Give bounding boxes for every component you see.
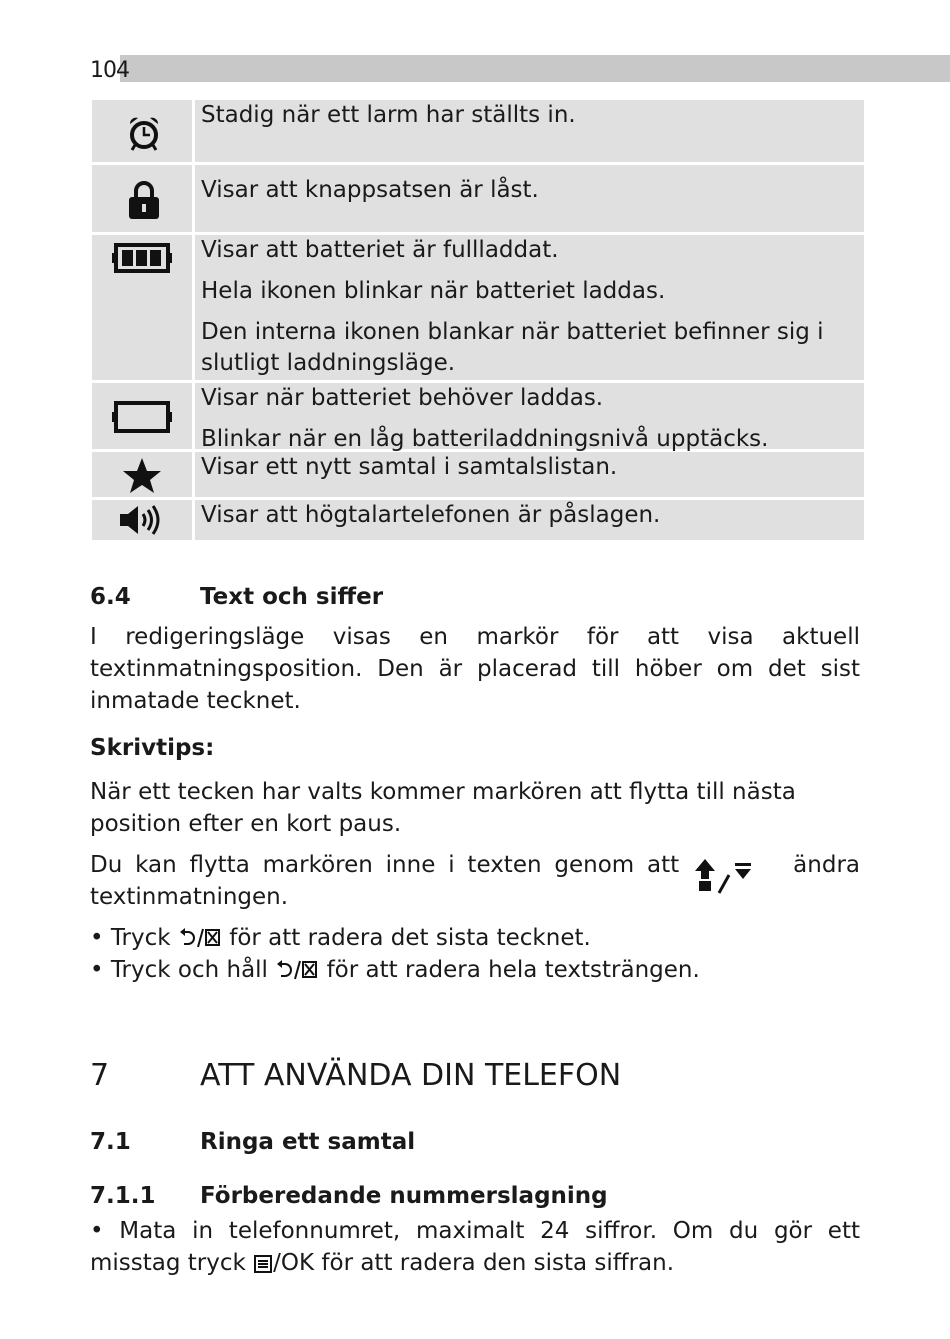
- star-icon: [122, 457, 162, 493]
- tip-paragraph-2-cont: textinmatningen.: [90, 884, 289, 910]
- icon-desc: Visar att knappsatsen är låst.: [201, 177, 539, 203]
- icon-row-star: [92, 452, 864, 500]
- icon-row-alarm: [92, 100, 864, 165]
- back-delete-key-icon: [275, 959, 319, 983]
- tips-heading: Skrivtips:: [90, 735, 215, 761]
- section-heading-7-1-1: 7.1.1 Förberedande nummerslagning: [90, 1183, 608, 1209]
- icon-desc: Visar när batteriet behöver laddas.: [201, 385, 604, 411]
- icon-desc: Hela ikonen blinkar när batteriet laddas.: [201, 278, 666, 304]
- padlock-icon: [110, 181, 174, 221]
- header-bar: [120, 55, 950, 82]
- icon-row-speaker: [92, 500, 864, 540]
- section-heading-7-1: 7.1 Ringa ett samtal: [90, 1129, 416, 1155]
- alarm-clock-icon: [110, 114, 174, 152]
- page-number: 104: [90, 58, 129, 83]
- icon-desc: Blinkar när en låg batteriladdningsnivå upptäcks.: [201, 426, 769, 452]
- section-heading-6-4: 6.4 Text och siffer: [90, 584, 384, 610]
- tip-paragraph-2: Du kan flytta markören inne i texten genom att ändra: [90, 849, 860, 897]
- speaker-icon: [118, 504, 166, 536]
- battery-full-icon: [112, 237, 176, 277]
- icon-desc: Visar att batteriet är fullladdat.: [201, 237, 559, 263]
- icon-row-battery-empty: [92, 383, 864, 452]
- bullet-delete-all: • Tryck och håll för att radera hela textsträngen.: [90, 957, 700, 983]
- tip2-after-text: ändra: [793, 852, 860, 878]
- icon-desc: Den interna ikonen blankar när batteriet befinner sig i slutligt laddningsläge.: [201, 319, 824, 376]
- section-6-4-paragraph: I redigeringsläge visas en markör för att visa aktuell textinmatningsposition. Den är placerad till höber om det sist inmatade tecknet.: [90, 624, 860, 714]
- menu-key-icon: [253, 1254, 273, 1274]
- predial-line-1: • Mata in telefonnumret, maximalt 24 siffror. Om du gör ett misstag tryck /OK för att radera den sista siffran.: [90, 1218, 860, 1276]
- icon-row-lock: [92, 165, 864, 235]
- bullet-delete-last: • Tryck för att radera det sista tecknet.: [90, 925, 591, 951]
- icon-desc: Stadig när ett larm har ställts in.: [201, 102, 576, 128]
- back-delete-key-icon: [178, 927, 222, 951]
- icon-desc: Visar att högtalartelefonen är påslagen.: [201, 502, 661, 528]
- tip-paragraph-1: När ett tecken har valts kommer markören att flytta till nästa position efter en kort paus.: [90, 779, 796, 837]
- icon-row-battery-full: [92, 235, 864, 383]
- bullet-predial: [90, 1215, 860, 1279]
- icon-table: [92, 100, 864, 540]
- battery-empty-icon: [112, 397, 176, 437]
- chapter-heading-7: 7 ATT ANVÄNDA DIN TELEFON: [90, 1058, 622, 1093]
- icon-desc: Visar ett nytt samtal i samtalslistan.: [201, 454, 618, 480]
